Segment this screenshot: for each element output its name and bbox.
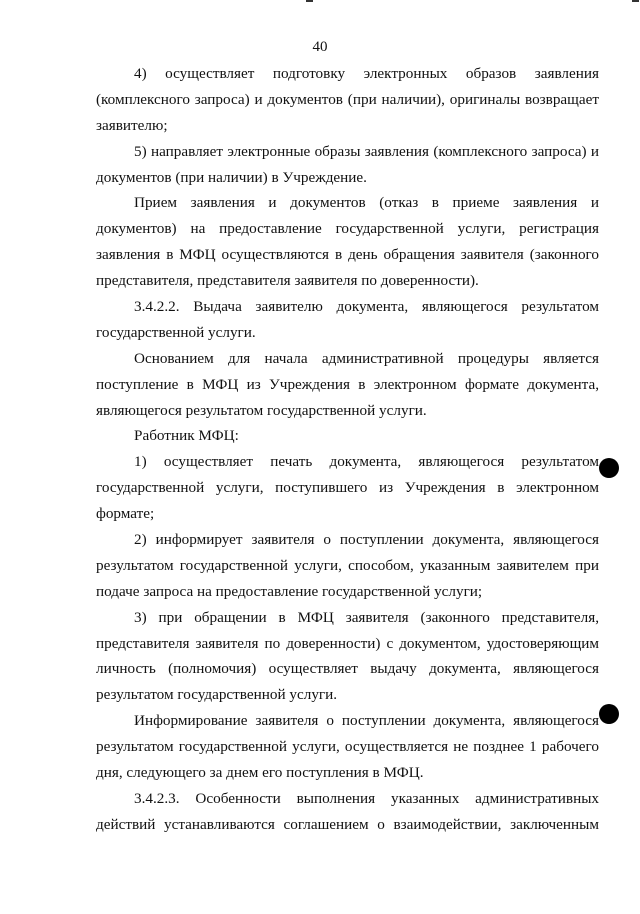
text-line: государственной услуги, поступившего из Учреждения в электронном: [96, 479, 599, 497]
text-line: результатом государственной услуги.: [96, 686, 338, 704]
text-line: заявителю;: [96, 116, 168, 134]
text-line: 5) направляет электронные образы заявления (комплексного запроса) и: [134, 142, 599, 160]
text-line: Работник МФЦ:: [134, 427, 239, 445]
text-line: представителя, представителя заявителя по доверенности).: [96, 272, 479, 290]
scan-mark: [632, 0, 639, 2]
text-line: представителя заявителя по доверенности) с документом, удостоверяющим: [96, 634, 599, 652]
text-line: 1) осуществляет печать документа, являющегося результатом: [134, 453, 599, 471]
text-line: 2) информирует заявителя о поступлении документа, являющегося: [134, 531, 599, 549]
punch-hole-mark: [599, 704, 619, 724]
text-line: Основанием для начала административной процедуры является: [134, 349, 599, 367]
text-line: личность (полномочия) осуществляет выдачу документа, являющегося: [96, 660, 599, 678]
text-line: формате;: [96, 505, 155, 523]
scan-mark: [306, 0, 313, 2]
text-line: 3.4.2.2. Выдача заявителю документа, являющегося результатом: [134, 298, 599, 316]
text-line: государственной услуги.: [96, 323, 256, 341]
text-line: поступление в МФЦ из Учреждения в электронном формате документа,: [96, 375, 599, 393]
text-line: 3.4.2.3. Особенности выполнения указанных административных: [134, 789, 599, 807]
text-line: 4) осуществляет подготовку электронных образов заявления: [134, 65, 599, 82]
text-line: Прием заявления и документов (отказ в приеме заявления и: [134, 194, 599, 212]
text-line: (комплексного запроса) и документов (при наличии), оригиналы возвращает: [96, 90, 599, 108]
text-line: документов) на предоставление государственной услуги, регистрация: [96, 220, 599, 238]
text-line: действий устанавливаются соглашением о взаимодействии, заключенным: [96, 815, 599, 833]
text-line: заявления в МФЦ осуществляются в день обращения заявителя (законного: [96, 246, 599, 264]
text-line: документов (при наличии) в Учреждение.: [96, 168, 367, 186]
text-line: дня, следующего за днем его поступления в МФЦ.: [96, 764, 424, 782]
text-line: являющегося результатом государственной услуги.: [96, 401, 427, 419]
page-number: 40: [312, 39, 328, 55]
text-line: результатом государственной услуги, способом, указанным заявителем при: [96, 556, 599, 574]
text-line: Информирование заявителя о поступлении документа, являющегося: [134, 712, 599, 730]
text-line: подаче запроса на предоставление государственной услуги;: [96, 582, 483, 600]
punch-hole-mark: [599, 458, 619, 478]
text-line: результатом государственной услуги, осуществляется не позднее 1 рабочего: [96, 738, 599, 756]
body-text: [96, 61, 599, 838]
text-line: 3) при обращении в МФЦ заявителя (законного представителя,: [134, 608, 599, 626]
